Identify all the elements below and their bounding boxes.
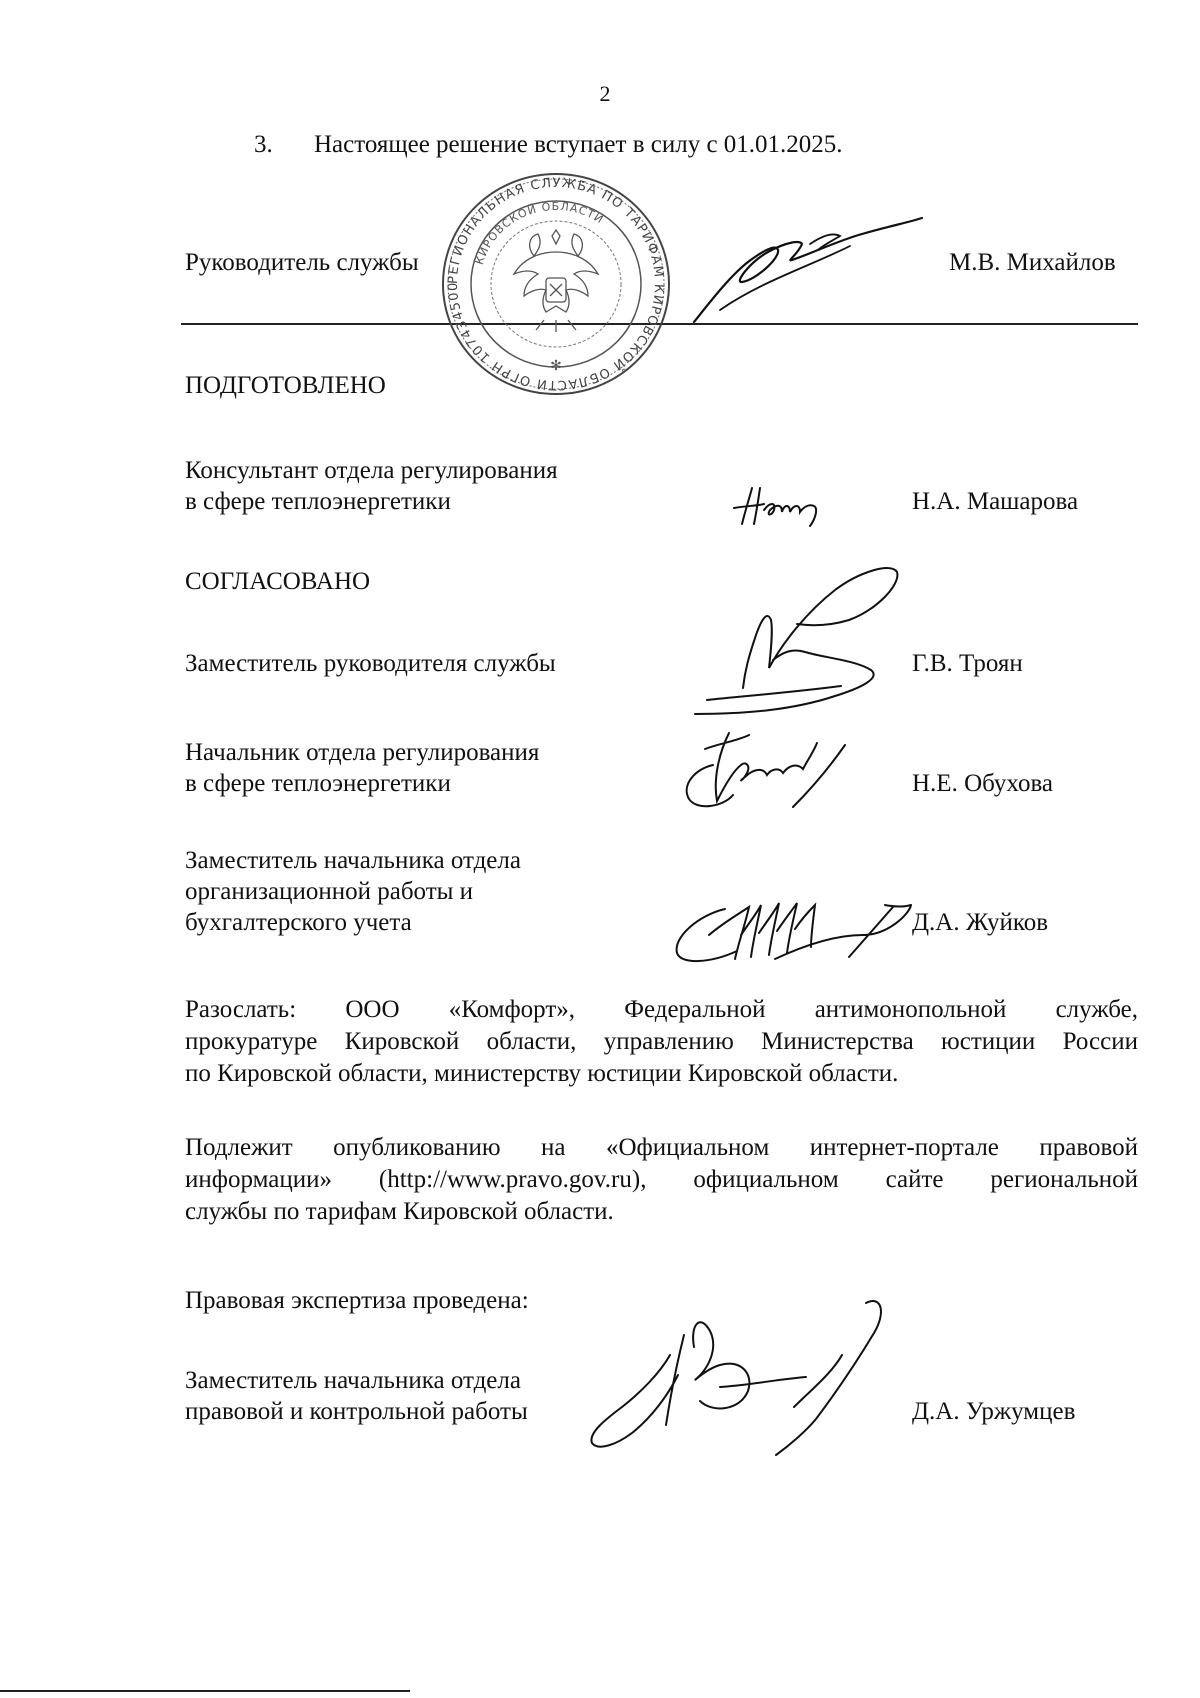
bottom-edge-line xyxy=(0,1690,410,1692)
legal-review-position-line-2: правовой и контрольной работы xyxy=(185,1398,528,1425)
prepared-name: Н.А. Машарова xyxy=(912,488,1079,515)
legal-review-position-line-1: Заместитель начальника отдела xyxy=(185,1367,521,1394)
signature-head xyxy=(690,210,930,330)
signature-prepared xyxy=(730,484,830,528)
agreed-heading: СОГЛАСОВАНО xyxy=(185,568,371,595)
head-position: Руководитель службы xyxy=(185,249,419,276)
distribution-line-1: Разослать: ООО «Комфорт», Федеральной антимонопольной службе, xyxy=(185,996,1138,1023)
agreed-2-position-line-1: Начальник отдела регулирования xyxy=(185,739,540,766)
legal-review-name: Д.А. Уржумцев xyxy=(912,1398,1076,1425)
signature-agreed-2 xyxy=(675,725,855,815)
distribution-line-2: прокуратуре Кировской области, управлению Министерства юстиции России xyxy=(185,1028,1138,1055)
agreed-3-position-line-1: Заместитель начальника отдела xyxy=(185,847,521,874)
page-number: 2 xyxy=(599,81,611,106)
star-icon: ✻ xyxy=(550,359,562,374)
agreed-2-position-line-2: в сфере теплоэнергетики xyxy=(185,770,451,797)
official-seal xyxy=(435,159,672,398)
agreed-1-name: Г.В. Троян xyxy=(912,650,1023,677)
seal-inner-text: КИРОВСКОЙ ОБЛАСТИ xyxy=(472,199,607,267)
prepared-position-line-2: в сфере теплоэнергетики xyxy=(185,488,451,515)
agreed-3-name: Д.А. Жуйков xyxy=(912,909,1049,936)
prepared-heading: ПОДГОТОВЛЕНО xyxy=(185,372,386,399)
agreed-2-name: Н.Е. Обухова xyxy=(912,770,1054,797)
clause-text: Настоящее решение вступает в силу с 01.01.2025. xyxy=(314,131,843,158)
signature-legal-review xyxy=(580,1295,900,1455)
publication-line-3: службы по тарифам Кировской области. xyxy=(185,1198,614,1225)
head-name: М.В. Михайлов xyxy=(949,249,1116,276)
agreed-1-position-line-1: Заместитель руководителя службы xyxy=(185,650,556,677)
signature-agreed-1 xyxy=(685,560,905,720)
clause-number: 3. xyxy=(254,131,273,158)
distribution-line-3: по Кировской области, министерству юстиции Кировской области. xyxy=(185,1060,899,1087)
prepared-position-line-1: Консультант отдела регулирования xyxy=(185,457,558,484)
publication-line-2: информации» (http://www.pravo.gov.ru), официальном сайте региональной xyxy=(185,1166,1138,1193)
agreed-3-position-line-2: организационной работы и xyxy=(185,878,474,905)
publication-line-1: Подлежит опубликованию на «Официальном интернет-портале правовой xyxy=(185,1134,1138,1161)
eagle-emblem xyxy=(514,230,598,332)
legal-review-heading: Правовая экспертиза проведена: xyxy=(185,1287,529,1314)
seal-outer-text: РЕГИОНАЛЬНАЯ СЛУЖБА ПО ТАРИФАМ КИРОВСКОЙ ОБЛАСТИ ОГРН 1074345002665 xyxy=(435,159,667,393)
signature-agreed-3 xyxy=(665,895,915,970)
agreed-3-position-line-3: бухгалтерского учета xyxy=(185,909,412,936)
